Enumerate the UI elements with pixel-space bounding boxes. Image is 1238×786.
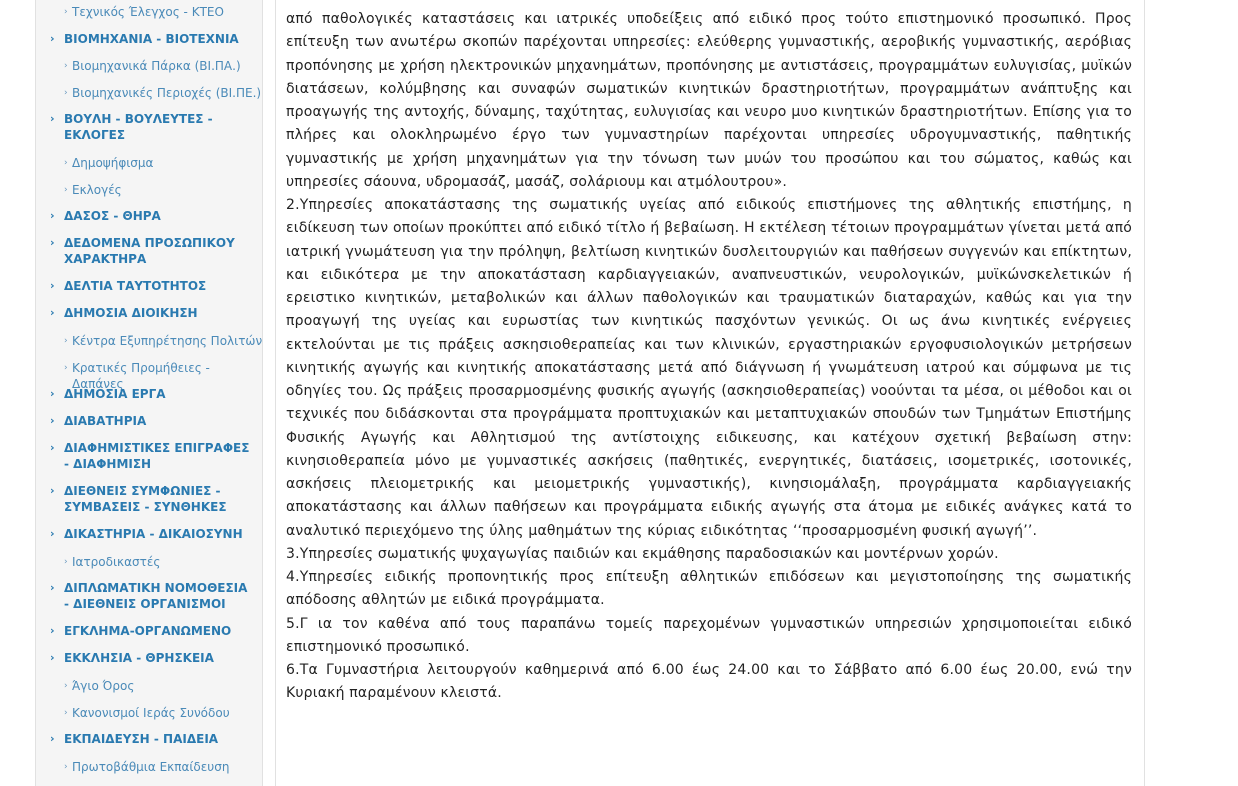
chevron-right-icon: › [64, 158, 68, 168]
sidebar-item-public-admin[interactable]: › ΔΗΜΟΣΙΑ ΔΙΟΙΚΗΣΗ [50, 306, 198, 320]
chevron-right-icon: › [64, 681, 68, 691]
sidebar-item-courts[interactable]: › ΔΙΚΑΣΤΗΡΙΑ - ΔΙΚΑΙΟΣΥΝΗ [50, 527, 243, 541]
article-paragraph: 4.Υπηρεσίες ειδικής προπονητικής προς επίτευξη αθλητικών επιδόσεων και μεγιστοποίησης της σωματικής απόδοσης αθλητών με ειδικά προγράμματα. [286, 569, 1132, 609]
sidebar-item-industry[interactable]: › ΒΙΟΜΗΧΑΝΙΑ - ΒΙΟΤΕΧΝΙΑ [50, 32, 239, 46]
chevron-right-icon: › [50, 32, 55, 45]
chevron-right-icon: › [50, 484, 55, 497]
chevron-right-icon: › [64, 762, 68, 772]
chevron-right-icon: › [50, 414, 55, 427]
sidebar-item-industrial-areas[interactable]: › Βιομηχανικές Περιοχές (ΒΙ.ΠΕ.) [64, 86, 262, 100]
article-paragraph: 2.Υπηρεσίες αποκατάστασης της σωματικής υγείας από ειδικούς επιστήμονες της αθλητικής επιστήμης, η ειδίκευση των οποίων προκύπτει από ειδικό τίτλο ή βεβαίωση. Η εκτέλεση τέτοιων προγραμμάτων γίνεται μετά από ιατρική γνωμάτευση για την πρόληψη, βελτίωση κινητικών δυσλειτουργιών και παθήσεων συγγενών και επίκτητων, και ειδικότερα με την αποκατάσταση καρδιαγγειακών, αναπνευστικών, νευρολογικών, μυϊκώνσκελετικών ή ερειστικο κινητικών, μεταβολικών και άλλων παθολογικών και τραυματικών διαταραχών, καθώς και για την προαγωγή της υγείας και ευρωστίας των κινητικώς πασχόντων γενικώς. Οι ως άνω κινητικές ενέργειες εκτελούνται με τις πράξεις ασκησιοθεραπείας και των κλινικών, εργαστηριακών εργοφυσιολογικών μετρήσεων κινητικής αγωγής και κινητικής αποκατάστασης μετά από διάγνωση ή γνωμάτευση ιατρού και σύμφωνα με τις οδηγίες του. Ως πράξεις προσαρμοσμένης φυσικής αγωγής (ασκησιοθεραπείας) νοούνται τα μέσα, οι μέθοδοι και οι τεχνικές που διδάσκονται στα προγράμματα προπτυχιακών και μεταπτυχιακών σπουδών των Τμημάτων Επιστήμης Φυσικής Αγωγής και Αθλητισμού της αντίστοιχης ειδικευσης, και κατέχουν σχετική βεβαίωση στην: κινησιοθεραπεία μόνο με γυμναστικές ασκήσεις (παθητικές, ενεργητικές, διατάσεις, ισομετρικές, ισοτονικές, ασκήσεις πλειομετρικής και μειομετρικής γυμναστικής), κινησιομάλαξη, προγράμματα καρδιαγγειακής αποκατάστασης και άλλων παθήσεων και προγράμματα ειδικής αγωγής στα άτομα με ειδικές ανάγκες κατά το αναλυτικό περιεχόμενο της ύλης μαθημάτων της κύριας ειδικότητας ‘‘προσαρμοσμένη φυσική αγωγή’’. [286, 197, 1132, 539]
article-paragraph: 3.Υπηρεσίες σωματικής ψυχαγωγίας παιδιών και εκμάθησης παραδοσιακών και μοντέρνων χορών. [286, 545, 999, 562]
sidebar-item-mount-athos[interactable]: › Άγιο Όρος [64, 679, 135, 693]
sidebar-item-kep[interactable]: › Κέντρα Εξυπηρέτησης Πολιτών [64, 334, 263, 348]
sidebar-item-ktEO[interactable]: › Τεχνικός Έλεγχος - ΚΤΕΟ [64, 5, 224, 19]
chevron-right-icon: › [64, 363, 68, 373]
chevron-right-icon: › [50, 732, 55, 745]
sidebar-item-passports[interactable]: › ΔΙΑΒΑΤΗΡΙΑ [50, 414, 147, 428]
chevron-right-icon: › [64, 708, 68, 718]
chevron-right-icon: › [64, 336, 68, 346]
chevron-right-icon: › [50, 624, 55, 637]
chevron-right-icon: › [50, 306, 55, 319]
chevron-right-icon: › [50, 441, 55, 454]
sidebar-item-forest[interactable]: › ΔΑΣΟΣ - ΘΗΡΑ [50, 209, 161, 223]
sidebar-item-referendum[interactable]: › Δημοψήφισμα [64, 156, 154, 170]
chevron-right-icon: › [50, 651, 55, 664]
chevron-right-icon: › [64, 61, 68, 71]
sidebar-item-industrial-parks[interactable]: › Βιομηχανικά Πάρκα (ΒΙ.ΠΑ.) [64, 59, 241, 73]
sidebar-item-coroners[interactable]: › Ιατροδικαστές [64, 555, 161, 569]
chevron-right-icon: › [50, 527, 55, 540]
sidebar-item-education[interactable]: › ΕΚΠΑΙΔΕΥΣΗ - ΠΑΙΔΕΙΑ [50, 732, 219, 746]
sidebar-item-diplomatic[interactable]: › ΔΙΠΛΩΜΑΤΙΚΗ ΝΟΜΟΘΕΣΙΑ - ΔΙΕΘΝΕΙΣ ΟΡΓΑΝΙΣΜΟΙ [50, 581, 248, 611]
chevron-right-icon: › [50, 387, 55, 400]
sidebar-item-synod-rules[interactable]: › Κανονισμοί Ιεράς Συνόδου [64, 706, 230, 720]
sidebar-item-elections[interactable]: › Εκλογές [64, 183, 122, 197]
article-paragraph: 5.Γ ια τον καθένα από τους παραπάνω τομείς παρεχομένων γυμναστικών υπηρεσιών χρησιμοποιείται ειδικό επιστημονικό προσωπικό. [286, 615, 1132, 655]
article-body [286, 8, 1132, 706]
sidebar-item-id-cards[interactable]: › ΔΕΛΤΙΑ ΤΑΥΤΟΤΗΤΟΣ [50, 279, 207, 293]
sidebar-item-international-agreements[interactable]: › ΔΙΕΘΝΕΙΣ ΣΥΜΦΩΝΙΕΣ - ΣΥΜΒΑΣΕΙΣ - ΣΥΝΘΗΚΕΣ [50, 484, 227, 514]
sidebar-nav [35, 0, 263, 786]
chevron-right-icon: › [64, 7, 68, 17]
chevron-right-icon: › [64, 88, 68, 98]
sidebar-item-parliament[interactable]: › ΒΟΥΛΗ - ΒΟΥΛΕΥΤΕΣ - ΕΚΛΟΓΕΣ [50, 112, 213, 142]
chevron-right-icon: › [50, 279, 55, 292]
sidebar-item-primary-education[interactable]: › Πρωτοβάθμια Εκπαίδευση [64, 760, 230, 774]
sidebar-item-advertising[interactable]: › ΔΙΑΦΗΜΙΣΤΙΚΕΣ ΕΠΙΓΡΑΦΕΣ - ΔΙΑΦΗΜΙΣΗ [50, 441, 250, 471]
sidebar-item-personal-data[interactable]: › ΔΕΔΟΜΕΝΑ ΠΡΟΣΩΠΙΚΟΥ ΧΑΡΑΚΤΗΡΑ [50, 236, 235, 266]
chevron-right-icon: › [50, 236, 55, 249]
sidebar-item-public-works[interactable]: › ΔΗΜΟΣΙΑ ΕΡΓΑ [50, 387, 166, 401]
chevron-right-icon: › [50, 581, 55, 594]
sidebar-item-church[interactable]: › ΕΚΚΛΗΣΙΑ - ΘΡΗΣΚΕΙΑ [50, 651, 214, 665]
sidebar-item-procurement[interactable]: › Κρατικές Προμήθειες - Δαπάνες [64, 361, 210, 391]
article-paragraph: 6.Τα Γυμναστήρια λειτουργούν καθημερινά από 6.00 έως 24.00 και το Σάββατο από 6.00 έως 20.00, ενώ την Κυριακή παραμένουν κλειστά. [286, 662, 1132, 702]
chevron-right-icon: › [50, 112, 55, 125]
chevron-right-icon: › [50, 209, 55, 222]
sidebar-item-organized-crime[interactable]: › ΕΓΚΛΗΜΑ-ΟΡΓΑΝΩΜΕΝΟ [50, 624, 232, 638]
article-paragraph: από παθολογικές καταστάσεις και ιατρικές υποδείξεις από ειδικό προς τούτο επιστημονικό προσωπικό. Προς επίτευξη των ανωτέρω σκοπών παρέχονται υπηρεσίες: ελεύθερης γυμναστικής, αεροβικής γυμναστικής, αερόβιας προπόνησης με χρήση ηλεκτρονικών μηχανημάτων, προπόνησης με αντιστάσεις, προγραμμάτων ευλυγισίας, μυϊκών διατάσεων, κολύμβησης και συναφών σωματικών κινητικών δραστηριοτήτων, προγραμμάτων ανάπτυξης και προαγωγής της αντοχής, δύναμης, ταχύτητας, ευλυγισίας και νευρο μυο κινητικών δραστηριοτήτων. Επίσης για το πλήρες και ολοκληρωμένο έργο των γυμναστηρίων παρέχονται υπηρεσίες υδρογυμναστικής, παθητικής γυμναστικής με χρήση μηχανημάτων για την τόνωση των μυών του προσώπου και του σώματος, καθώς και υπηρεσίες σάουνα, υδρομασάζ, μασάζ, σολάριουμ και ατμόλουτρου». [286, 11, 1132, 190]
chevron-right-icon: › [64, 557, 68, 567]
article-content [275, 0, 1145, 786]
chevron-right-icon: › [64, 185, 68, 195]
